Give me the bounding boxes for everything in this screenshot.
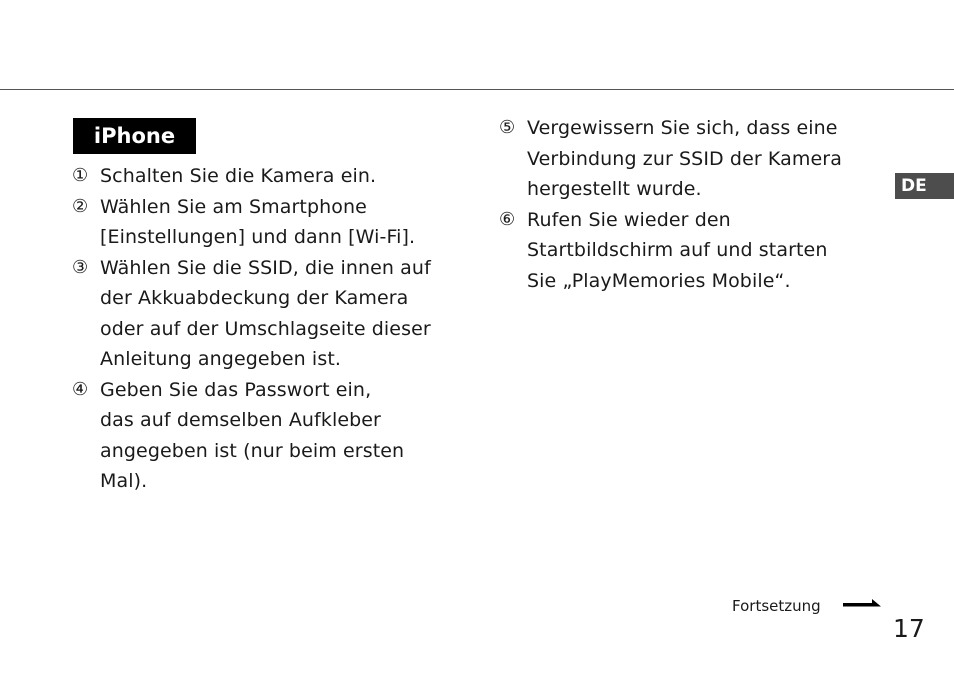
arrow-right-icon: [842, 597, 882, 611]
step-4: [72, 375, 462, 497]
top-rule: [0, 89, 954, 90]
step-text-line: Mal).: [100, 470, 148, 492]
step-5: [499, 113, 879, 205]
step-2: [72, 192, 462, 253]
step-number: ③: [72, 256, 89, 278]
step-number: ②: [72, 195, 89, 217]
page-number: 17: [893, 614, 925, 643]
step-1: [72, 161, 462, 192]
step-text-line: Sie „PlayMemories Mobile“.: [527, 269, 791, 292]
section-title: iPhone: [73, 118, 196, 154]
continuation-label: Fortsetzung: [732, 597, 821, 615]
step-text-line: [Einstellungen] und dann [Wi-Fi].: [100, 226, 416, 248]
step-text-line: hergestellt wurde.: [527, 178, 702, 200]
step-text-line: oder auf der Umschlagseite dieser: [100, 317, 431, 340]
step-text-line: Vergewissern Sie sich, dass eine: [527, 117, 838, 139]
step-text-line: das auf demselben Aufkleber: [100, 409, 381, 431]
step-text-line: Rufen Sie wieder den: [527, 208, 731, 231]
step-number: ①: [72, 165, 89, 186]
step-text-line: angegeben ist (nur beim ersten: [100, 439, 405, 462]
step-text-line: Wählen Sie am Smartphone: [100, 195, 367, 218]
step-number: ⑥: [499, 208, 516, 230]
step-text-line: Schalten Sie die Kamera ein.: [100, 165, 377, 187]
step-number: ④: [72, 378, 89, 400]
language-tab: DE: [895, 173, 954, 199]
step-text-line: Geben Sie das Passwort ein,: [100, 378, 372, 401]
step-text-line: Startbildschirm auf und starten: [527, 239, 828, 261]
step-text-line: Verbindung zur SSID der Kamera: [527, 147, 842, 170]
step-text-line: der Akkuabdeckung der Kamera: [100, 287, 409, 309]
step-number: ⑤: [499, 117, 516, 138]
steps-list-right: [499, 113, 879, 296]
step-text-line: Wählen Sie die SSID, die innen auf: [100, 256, 431, 279]
steps-list-left: [72, 161, 462, 497]
step-text-line: Anleitung angegeben ist.: [100, 348, 342, 370]
step-6: [499, 205, 879, 297]
step-3: [72, 253, 462, 375]
